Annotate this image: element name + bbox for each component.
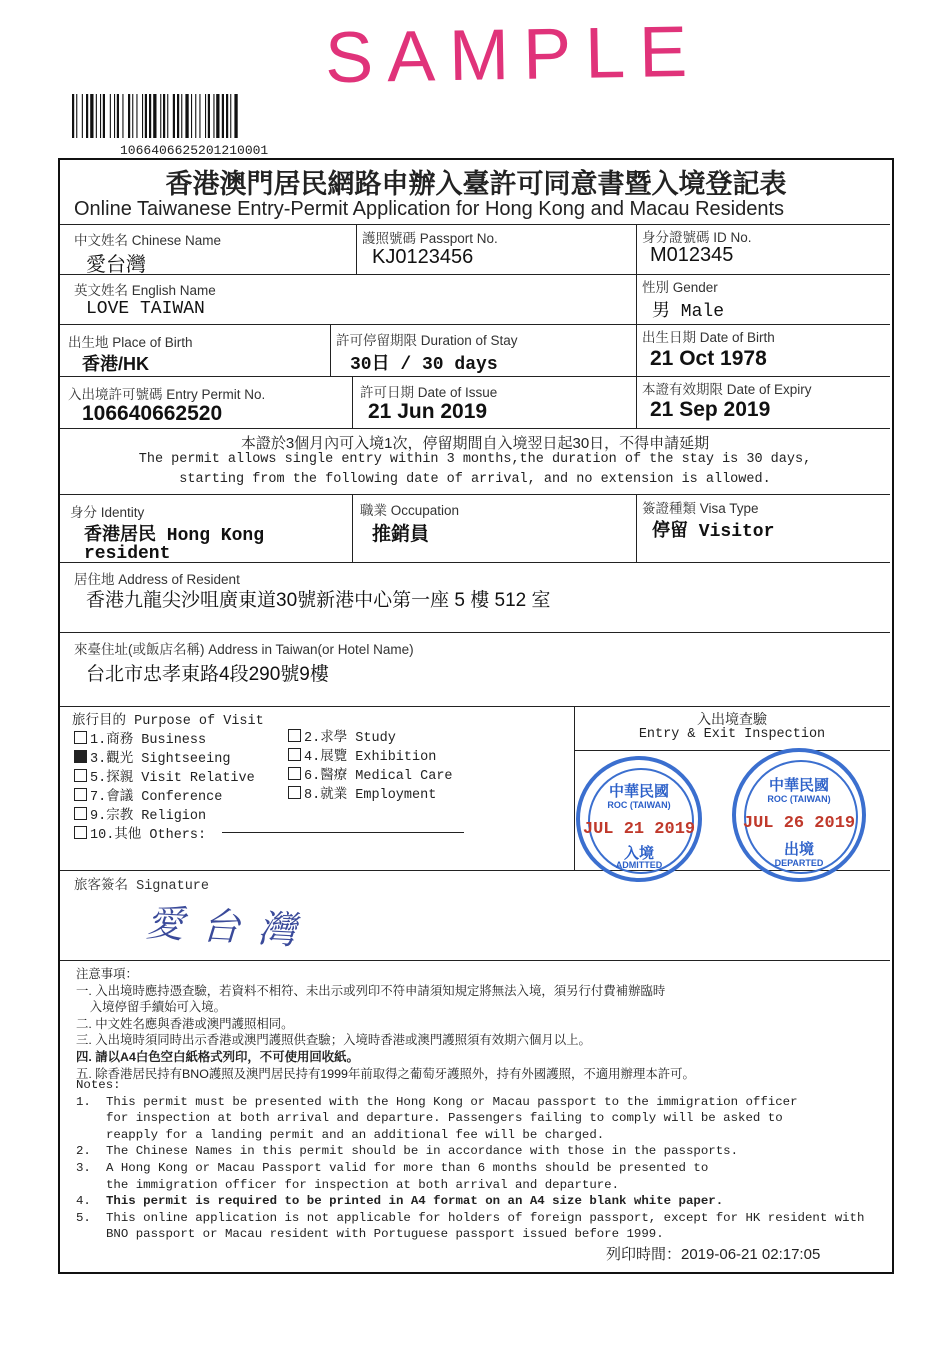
barcode-bar bbox=[122, 94, 123, 138]
identity-value-1: 香港居民 Hong Kong bbox=[84, 526, 265, 546]
barcode-bar bbox=[163, 94, 165, 138]
notes-zh-title: 注意事項： bbox=[76, 967, 138, 981]
purpose-col1-option-4[interactable] bbox=[74, 807, 255, 826]
barcode-bar bbox=[86, 94, 88, 138]
notes-en-line: 2. The Chinese Names in this permit should be in accordance with those in the passports. bbox=[76, 1144, 739, 1159]
notes-en-line: 3. A Hong Kong or Macau Passport valid for more than 6 months should be presented to bbox=[76, 1160, 709, 1175]
dob-value: 21 Oct 1978 bbox=[650, 347, 767, 370]
chinese-name-value: 愛台灣 bbox=[86, 254, 146, 276]
gender-label: 性別 Gender bbox=[642, 280, 718, 295]
gender-value: 男 Male bbox=[652, 302, 725, 322]
address-hk-value: 香港九龍尖沙咀廣東道30號新港中心第一座 5 樓 512 室 bbox=[86, 590, 551, 611]
notes-en-line: reapply for a landing permit and an additional fee will be charged. bbox=[106, 1127, 605, 1142]
notes-zh-item: 三. 入出境時須同時出示香港或澳門護照供查驗；入境時香港或澳門護照須有效期六個月以上。 bbox=[76, 1033, 591, 1048]
barcode-bar bbox=[205, 94, 206, 138]
purpose-col1-option-0[interactable] bbox=[74, 731, 255, 750]
address-tw-value: 台北市忠孝東路4段290號9樓 bbox=[86, 664, 329, 685]
purpose-option-label: 9.宗教 Religion bbox=[90, 809, 207, 824]
issue-value: 21 Jun 2019 bbox=[368, 400, 488, 423]
notes-en-title: Notes: bbox=[76, 1078, 121, 1092]
duration-label: 許可停留期限 Duration of Stay bbox=[336, 333, 518, 348]
notes-en-line: 4. This permit is required to be printed in A4 format on an A4 size blank white paper. bbox=[76, 1194, 724, 1209]
signature-handwriting: 愛台灣 bbox=[144, 900, 315, 954]
purpose-col2-option-2[interactable] bbox=[288, 767, 453, 786]
barcode-bar bbox=[195, 94, 196, 138]
barcode-bar bbox=[100, 94, 101, 138]
occupation-label: 職業 Occupation bbox=[360, 503, 460, 518]
checkbox-icon[interactable] bbox=[74, 807, 87, 820]
barcode-bar bbox=[114, 94, 115, 138]
barcode-bar bbox=[160, 94, 161, 138]
barcode-bar bbox=[191, 94, 192, 138]
address-tw-label: 來臺住址(或飯店名稱) Address in Taiwan(or Hotel Name) bbox=[74, 642, 414, 657]
purpose-option-label: 3.觀光 Sightseeing bbox=[90, 752, 231, 767]
checkbox-icon[interactable] bbox=[74, 826, 87, 839]
purpose-option-label: 2.求學 Study bbox=[304, 731, 396, 746]
barcode-bar bbox=[149, 94, 151, 138]
notes-english bbox=[76, 1077, 876, 1243]
dob-label: 出生日期 Date of Birth bbox=[642, 330, 775, 345]
notes-zh-item: 一. 入出境時應持憑查驗，若資料不相符、未出示或列印不符申請須知規定將無法入境，須另行付費補辦臨時 bbox=[76, 983, 666, 998]
sample-watermark: SAMPLE bbox=[324, 11, 702, 99]
inspection-label-zh: 入出境查驗 bbox=[697, 711, 767, 727]
print-time: 列印時間：2019-06-21 02:17:05 bbox=[606, 1246, 821, 1263]
barcode-bar bbox=[110, 94, 111, 138]
birth-place-value: 香港/HK bbox=[82, 354, 149, 374]
purpose-option-label: 6.醫療 Medical Care bbox=[304, 769, 453, 784]
purpose-option-label: 7.會議 Conference bbox=[90, 790, 223, 805]
id-value: M012345 bbox=[650, 244, 734, 266]
barcode-bar bbox=[167, 94, 168, 138]
entry-stamp-sub: ROC (TAIWAN) bbox=[607, 800, 671, 810]
permit-value: 106640662520 bbox=[82, 402, 223, 425]
barcode-bar bbox=[185, 94, 188, 138]
signature-label: 旅客簽名 Signature bbox=[74, 879, 210, 894]
notes-zh-item: 二. 中文姓名應與香港或澳門護照相同。 bbox=[76, 1016, 294, 1031]
exit-stamp bbox=[732, 748, 866, 882]
barcode-bar bbox=[128, 94, 130, 138]
exit-stamp-top: 中華民國 bbox=[768, 777, 829, 794]
barcode-bar bbox=[177, 94, 179, 138]
barcode-bar bbox=[173, 94, 175, 138]
barcode-bar bbox=[145, 94, 147, 138]
identity-label: 身分 Identity bbox=[70, 505, 145, 520]
purpose-col2-option-3[interactable] bbox=[288, 786, 453, 805]
exit-stamp-date: JUL 26 2019 bbox=[742, 814, 856, 833]
notes-en-line: the immigration officer for inspection at both arrival and departure. bbox=[106, 1177, 620, 1192]
checkbox-icon[interactable] bbox=[74, 731, 87, 744]
purpose-col1-option-1[interactable] bbox=[74, 750, 255, 769]
barcode-bar bbox=[199, 94, 200, 138]
visa-label: 簽證種類 Visa Type bbox=[642, 501, 759, 516]
purpose-option-label: 5.探親 Visit Relative bbox=[90, 771, 255, 786]
notes-en-line: BNO passport or Macau resident with Portuguese passport issued before 1999. bbox=[106, 1227, 664, 1242]
purpose-column-1 bbox=[74, 731, 255, 845]
checkbox-icon[interactable] bbox=[74, 788, 87, 801]
barcode-bar bbox=[181, 94, 182, 138]
barcode-bar bbox=[216, 94, 219, 138]
title-english: Online Taiwanese Entry-Permit Application for Hong Kong and Macau Residents bbox=[74, 198, 785, 220]
purpose-col1-option-3[interactable] bbox=[74, 788, 255, 807]
chinese-name-label: 中文姓名 Chinese Name bbox=[74, 233, 222, 248]
purpose-col2-option-1[interactable] bbox=[288, 748, 453, 767]
purpose-col1-option-5[interactable] bbox=[74, 826, 255, 845]
notes-en-line: 5. This online application is not applicable for holders of foreign passport, except for HK resident with bbox=[76, 1210, 865, 1225]
purpose-option-label: 4.展覽 Exhibition bbox=[304, 750, 437, 765]
barcode-bar bbox=[117, 94, 119, 138]
checkbox-icon[interactable] bbox=[288, 729, 301, 742]
visa-value: 停留 Visitor bbox=[652, 522, 775, 542]
barcode-bar bbox=[72, 94, 74, 138]
identity-value-2: resident bbox=[84, 544, 171, 564]
purpose-col2-option-0[interactable] bbox=[288, 729, 453, 748]
address-hk-label: 居住地 Address of Resident bbox=[74, 572, 240, 587]
barcode bbox=[72, 94, 284, 138]
purpose-option-label: 8.就業 Employment bbox=[304, 788, 437, 803]
duration-value: 30日 / 30 days bbox=[350, 355, 498, 375]
issue-label: 許可日期 Date of Issue bbox=[360, 385, 498, 400]
notes-zh-item: 五. 除香港居民持有BNO護照及澳門居民持有1999年前取得之葡萄牙護照外，持有外國護照，不適用辦理本許可。 bbox=[76, 1066, 695, 1081]
checkbox-icon[interactable] bbox=[288, 767, 301, 780]
passport-value: KJ0123456 bbox=[372, 246, 474, 268]
others-blank-line bbox=[222, 832, 464, 833]
entry-stamp-bottom: ADMITTED bbox=[615, 860, 663, 870]
purpose-col1-option-2[interactable] bbox=[74, 769, 255, 788]
barcode-bar bbox=[136, 94, 137, 138]
permit-notice-en-2: starting from the following date of arrival, and no extension is allowed. bbox=[179, 472, 771, 487]
exit-stamp-bottom: DEPARTED bbox=[774, 858, 824, 868]
permit-notice-zh: 本證於3個月內可入境1次，停留期間自入境翌日起30日，不得申請延期 bbox=[240, 435, 710, 452]
permit-label: 入出境許可號碼 Entry Permit No. bbox=[68, 387, 266, 402]
barcode-bar bbox=[142, 94, 143, 138]
notes-en-line: for inspection at both arrival and departure. Passengers failing to comply will be asked to bbox=[106, 1111, 783, 1126]
barcode-bar bbox=[76, 94, 77, 138]
purpose-column-2 bbox=[288, 729, 453, 805]
barcode-bar bbox=[90, 94, 93, 138]
checked-box-icon[interactable] bbox=[74, 750, 87, 763]
barcode-bar bbox=[153, 94, 156, 138]
barcode-bar bbox=[103, 94, 105, 138]
entry-stamp-top: 中華民國 bbox=[608, 783, 669, 800]
notes-en-line: 1. This permit must be presented with the Hong Kong or Macau passport to the immigration officer bbox=[76, 1094, 798, 1109]
barcode-number: 10664066252012100​01 bbox=[120, 143, 269, 158]
barcode-bar bbox=[234, 94, 237, 138]
barcode-bar bbox=[82, 94, 83, 138]
purpose-option-label: 1.商務 Business bbox=[90, 733, 207, 748]
notes-zh-item: 四. 請以A4白色空白紙格式列印，不可使用回收紙。 bbox=[76, 1049, 359, 1064]
purpose-option-label: 10.其他 Others: bbox=[90, 828, 207, 843]
id-label: 身分證號碼 ID No. bbox=[642, 230, 752, 245]
occupation-value: 推銷員 bbox=[372, 524, 430, 545]
barcode-bar bbox=[213, 94, 214, 138]
notes-chinese bbox=[76, 966, 876, 1082]
birth-place-label: 出生地 Place of Birth bbox=[68, 335, 193, 350]
purpose-label: 旅行目的 Purpose of Visit bbox=[72, 714, 264, 729]
expiry-label: 本證有效期限 Date of Expiry bbox=[642, 382, 812, 397]
barcode-bar bbox=[96, 94, 97, 138]
barcode-bar bbox=[226, 94, 228, 138]
permit-notice-en-1: The permit allows single entry within 3 months,the duration of the stay is 30 days, bbox=[138, 452, 812, 467]
checkbox-icon[interactable] bbox=[288, 748, 301, 761]
barcode-bar bbox=[230, 94, 231, 138]
checkbox-icon[interactable] bbox=[74, 769, 87, 782]
english-name-value: LOVE TAIWAN bbox=[86, 299, 205, 319]
entry-stamp-action: 入境 bbox=[623, 845, 654, 862]
inspection-label-en: Entry & Exit Inspection bbox=[638, 727, 826, 742]
barcode-bar bbox=[222, 94, 224, 138]
barcode-bar bbox=[208, 94, 210, 138]
english-name-label: 英文姓名 English Name bbox=[74, 283, 216, 298]
passport-label: 護照號碼 Passport No. bbox=[362, 231, 498, 246]
entry-stamp-date: JUL 21 2019 bbox=[582, 820, 696, 839]
checkbox-icon[interactable] bbox=[288, 786, 301, 799]
exit-stamp-action: 出境 bbox=[783, 841, 814, 858]
notes-zh-item: 入境停留手續始可入境。 bbox=[76, 1000, 227, 1015]
barcode-bar bbox=[132, 94, 133, 138]
entry-stamp bbox=[576, 756, 702, 882]
exit-stamp-sub: ROC (TAIWAN) bbox=[767, 794, 831, 804]
expiry-value: 21 Sep 2019 bbox=[650, 398, 771, 421]
title-chinese: 香港澳門居民網路申辦入臺許可同意書暨入境登記表 bbox=[165, 169, 787, 200]
